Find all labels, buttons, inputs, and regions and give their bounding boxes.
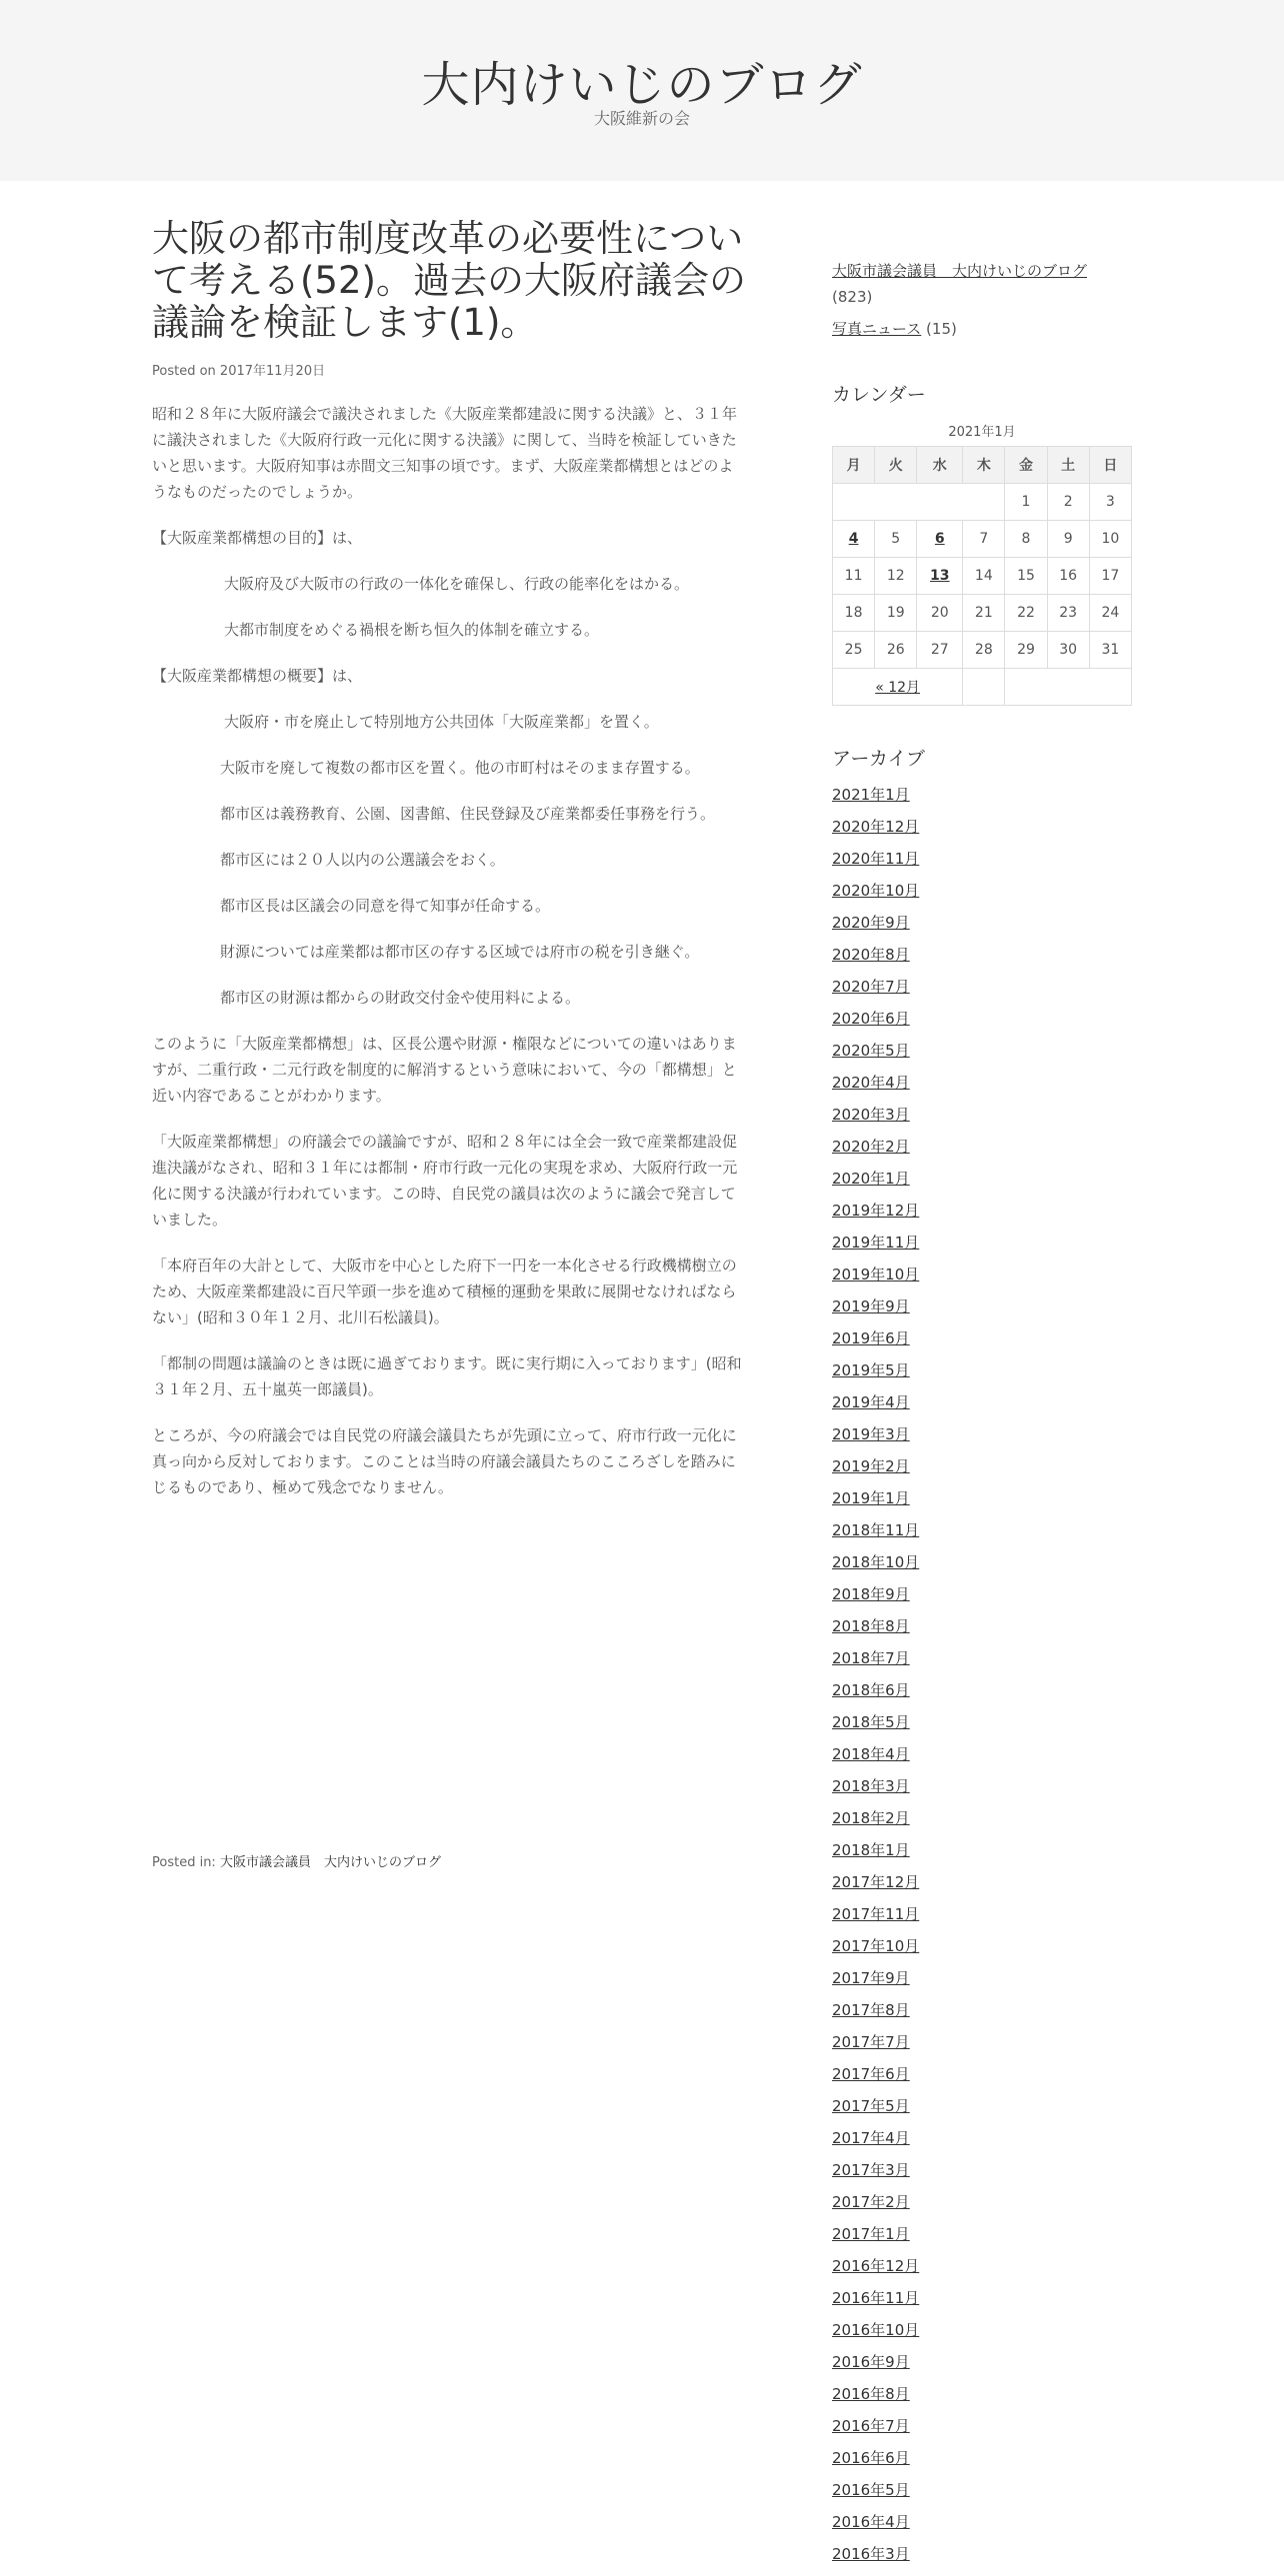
archive-item [832, 1648, 1132, 1680]
archive-link[interactable]: 2016年9月 [832, 2353, 910, 2371]
calendar-day: 27 [917, 632, 963, 669]
calendar-day: 14 [963, 558, 1005, 595]
posted-on-label: Posted on [152, 364, 216, 379]
sidebar [832, 258, 1132, 2576]
archive-link[interactable]: 2019年9月 [832, 1297, 910, 1315]
archive-link[interactable]: 2020年8月 [832, 946, 910, 964]
archive-item [832, 881, 1132, 913]
calendar-day: 5 [875, 521, 917, 558]
calendar-day: 9 [1047, 521, 1089, 558]
archive-link[interactable]: 2018年2月 [832, 1809, 910, 1827]
archive-link[interactable]: 2018年5月 [832, 1713, 910, 1731]
post-paragraph: 大都市制度をめぐる禍根を断ち恒久的体制を確立する。 [224, 621, 600, 639]
post-date: 2017年11月20日 [219, 364, 326, 379]
archive-item [832, 1009, 1132, 1041]
category-item [832, 316, 1132, 342]
archive-item [832, 2480, 1132, 2512]
calendar-day [917, 521, 963, 558]
post-paragraph: 都市区は義務教育、公園、図書館、住民登録及び産業都委任事務を行う。 [220, 805, 716, 823]
post-paragraph: 【大阪産業都構想の概要】は、 [152, 667, 363, 685]
archive-link[interactable]: 2020年3月 [832, 1106, 910, 1124]
archive-item [832, 1488, 1132, 1520]
archive-item [832, 2352, 1132, 2384]
site-title[interactable]: 大内けいじのブログ [421, 57, 863, 113]
category-link[interactable]: 大阪市議会議員 大内けいじのブログ [832, 262, 1088, 280]
post-paragraph: 都市区の財源は都からの財政交付金や使用料による。 [220, 989, 581, 1007]
archive-item [832, 913, 1132, 945]
archive-item [832, 2192, 1132, 2224]
archive-link[interactable]: 2020年2月 [832, 1138, 910, 1156]
archive-item [832, 2448, 1132, 2480]
archive-list [832, 785, 1132, 2576]
calendar-day: 17 [1089, 558, 1131, 595]
archive-item [832, 2288, 1132, 2320]
archive-link[interactable]: 2020年4月 [832, 1074, 910, 1092]
archive-item [832, 1105, 1132, 1137]
archive-item [832, 1233, 1132, 1265]
post-paragraph: このように「大阪産業都構想」は、区長公選や財源・権限などについての違いはありますが、二重行政・二元行政を制度的に解消するという意味において、今の「都構想」と近い内容であることがわかります。 [152, 1035, 737, 1105]
archive-link[interactable]: 2020年10月 [832, 882, 920, 900]
category-item [832, 258, 1132, 310]
archive-item [832, 2416, 1132, 2448]
archive-link[interactable]: 2016年4月 [832, 2513, 910, 2531]
archive-item [832, 1904, 1132, 1936]
archive-item [832, 2000, 1132, 2032]
archive-link[interactable]: 2019年12月 [832, 1202, 920, 1220]
archive-item [832, 1776, 1132, 1808]
calendar-day-link[interactable]: 6 [934, 531, 945, 547]
archive-link[interactable]: 2016年6月 [832, 2449, 910, 2467]
calendar-day: 10 [1089, 521, 1131, 558]
post-paragraph: 「本府百年の大計として、大阪市を中心とした府下一円を一本化させる行政機構樹立のため、大阪産業都建設に百尺竿頭一歩を進めて積極的運動を果敢に展開せなければならない」(昭和３０年１２月、北川石松議員)。 [152, 1257, 737, 1326]
calendar-weekday: 木 [963, 447, 1005, 484]
archive-link[interactable]: 2019年3月 [832, 1425, 910, 1443]
calendar-day: 16 [1047, 558, 1089, 595]
archive-item [832, 1872, 1132, 1904]
archive-item [832, 977, 1132, 1009]
archive-item [832, 1424, 1132, 1456]
calendar-day: 3 [1089, 484, 1131, 521]
archive-item [832, 1456, 1132, 1488]
archive-item [832, 2064, 1132, 2096]
site-header [0, 0, 1284, 181]
archive-item [832, 1680, 1132, 1712]
calendar-day-link[interactable]: 4 [848, 531, 859, 547]
post-paragraph: 都市区長は区議会の同意を得て知事が任命する。 [220, 897, 551, 915]
calendar-pad [833, 484, 1005, 521]
calendar-week [833, 484, 1132, 521]
calendar-day: 29 [1005, 632, 1047, 669]
calendar-day: 15 [1005, 558, 1047, 595]
archive-item [832, 2384, 1132, 2416]
calendar-day: 23 [1047, 595, 1089, 632]
archive-link[interactable]: 2020年11月 [832, 850, 920, 868]
calendar-weekday: 火 [875, 447, 917, 484]
archive-link[interactable]: 2018年6月 [832, 1681, 910, 1699]
archive-item [832, 1360, 1132, 1392]
archive-link[interactable]: 2018年8月 [832, 1617, 910, 1635]
post-paragraph: 【大阪産業都構想の目的】は、 [152, 529, 363, 547]
archive-link[interactable]: 2020年1月 [832, 1170, 910, 1188]
archive-link[interactable]: 2017年3月 [832, 2161, 910, 2179]
archive-item [832, 2320, 1132, 2352]
archive-link[interactable]: 2017年12月 [832, 1873, 920, 1891]
calendar-day: 20 [917, 595, 963, 632]
archive-item [832, 785, 1132, 817]
archive-item [832, 1041, 1132, 1073]
post-paragraph: 昭和２８年に大阪府議会で議決されました《大阪産業都建設に関する決議》と、３１年に議決されました《大阪府行政一元化に関する決議》に関して、当時を検証していきたいと思います。大阪府知事は赤間文三知事の頃です。まず、大阪産業都構想とはどのようなものだったのでしょうか。 [152, 405, 738, 501]
archive-item [832, 1392, 1132, 1424]
archive-item [832, 945, 1132, 977]
calendar-weekday: 金 [1005, 447, 1047, 484]
calendar-day: 18 [833, 595, 875, 632]
archive-item [832, 1296, 1132, 1328]
archive-item [832, 1584, 1132, 1616]
posted-in-label: Posted in: [152, 1855, 216, 1870]
post-category-link[interactable]: 大阪市議会議員 大内けいじのブログ [219, 1855, 441, 1870]
archive-item [832, 1936, 1132, 1968]
archive-link[interactable]: 2016年12月 [832, 2257, 920, 2275]
archive-item [832, 849, 1132, 881]
archive-link[interactable]: 2016年8月 [832, 2385, 910, 2403]
archive-link[interactable]: 2017年9月 [832, 1969, 910, 1987]
archive-link[interactable]: 2017年7月 [832, 2033, 910, 2051]
site-description: 大阪維新の会 [593, 109, 690, 128]
post-paragraph: 大阪府・市を廃止して特別地方公共団体「大阪産業都」を置く。 [224, 713, 659, 731]
archive-item [832, 2096, 1132, 2128]
archive-link[interactable]: 2017年4月 [832, 2129, 910, 2147]
calendar-day: 21 [963, 595, 1005, 632]
calendar-day: 19 [875, 595, 917, 632]
archive-link[interactable]: 2020年12月 [832, 818, 920, 836]
post-meta [152, 360, 746, 379]
archive-title: アーカイブ [832, 748, 925, 770]
calendar-weekday: 土 [1047, 447, 1089, 484]
archive-item [832, 2224, 1132, 2256]
archive-link[interactable]: 2017年5月 [832, 2097, 910, 2115]
archive-item [832, 1968, 1132, 2000]
calendar-day: 28 [963, 632, 1005, 669]
archive-item [832, 1520, 1132, 1552]
calendar-weekday: 水 [917, 447, 963, 484]
archive-item [832, 2512, 1132, 2544]
archive-link[interactable]: 2020年7月 [832, 978, 910, 996]
calendar-day-link[interactable]: 13 [930, 568, 950, 584]
archive-link[interactable]: 2017年8月 [832, 2001, 910, 2019]
archive-link[interactable]: 2016年10月 [832, 2321, 920, 2339]
calendar-day: 31 [1089, 632, 1131, 669]
archive-link[interactable]: 2016年5月 [832, 2481, 910, 2499]
archive-link[interactable]: 2018年11月 [832, 1521, 920, 1539]
calendar-title: カレンダー [832, 384, 926, 406]
category-link[interactable]: 写真ニュース [832, 320, 922, 338]
archive-link[interactable]: 2017年6月 [832, 2065, 910, 2083]
archive-item [832, 1137, 1132, 1169]
archive-link[interactable]: 2017年2月 [832, 2193, 910, 2211]
calendar-day: 7 [963, 521, 1005, 558]
post-paragraph: 大阪府及び大阪市の行政の一体化を確保し、行政の能率化をはかる。 [224, 575, 690, 593]
archive-link[interactable]: 2016年7月 [832, 2417, 910, 2435]
calendar-week [833, 558, 1132, 595]
calendar-weekday: 日 [1089, 447, 1131, 484]
calendar-day [833, 521, 875, 558]
archive-item [832, 2160, 1132, 2192]
archive-link[interactable]: 2021年1月 [832, 786, 910, 804]
archive-item [832, 2544, 1132, 2576]
archive-item [832, 1616, 1132, 1648]
archive-item [832, 2032, 1132, 2064]
calendar-day: 8 [1005, 521, 1047, 558]
calendar-table [832, 446, 1132, 706]
archive-item [832, 1840, 1132, 1872]
calendar-weekday: 月 [833, 447, 875, 484]
archive-item [832, 1712, 1132, 1744]
post-footer [152, 1851, 441, 1870]
archive-link[interactable]: 2020年5月 [832, 1042, 910, 1060]
calendar-day: 22 [1005, 595, 1047, 632]
calendar-day: 1 [1005, 484, 1047, 521]
archive-item [832, 2256, 1132, 2288]
calendar-day: 11 [833, 558, 875, 595]
archive-link[interactable]: 2019年4月 [832, 1393, 910, 1411]
calendar-day: 2 [1047, 484, 1089, 521]
post-paragraph: 「大阪産業都構想」の府議会での議論ですが、昭和２８年には全会一致で産業都建設促進決議がなされ、昭和３１年には都制・府市行政一元化の実現を求め、大阪府行政一元化に関する決議が行われています。この時、自民党の議員は次のように議会で発言していました。 [152, 1133, 738, 1229]
archive-item [832, 1073, 1132, 1105]
calendar-day: 12 [875, 558, 917, 595]
post-body [152, 401, 746, 1500]
category-count: (823) [832, 288, 873, 306]
calendar-week [833, 521, 1132, 558]
archive-link[interactable]: 2016年11月 [832, 2289, 920, 2307]
archive-link[interactable]: 2020年6月 [832, 1010, 910, 1028]
archive-link[interactable]: 2018年7月 [832, 1649, 910, 1667]
archive-link[interactable]: 2019年1月 [832, 1489, 910, 1507]
archive-item [832, 1552, 1132, 1584]
post-paragraph: 「都制の問題は議論のときは既に過ぎております。既に実行期に入っております」(昭和３１年２月、五十嵐英一郎議員)。 [152, 1354, 742, 1398]
archive-link[interactable]: 2019年10月 [832, 1266, 920, 1284]
calendar-week [833, 595, 1132, 632]
post-paragraph: 大阪市を廃して複数の都市区を置く。他の市町村はそのまま存置する。 [220, 759, 700, 777]
archive-item [832, 1169, 1132, 1201]
post-content [152, 218, 746, 1520]
archive-link[interactable]: 2019年6月 [832, 1329, 910, 1347]
category-count: (15) [926, 320, 957, 338]
archive-link[interactable]: 2017年1月 [832, 2225, 910, 2243]
archive-item [832, 817, 1132, 849]
archive-link[interactable]: 2019年5月 [832, 1361, 910, 1379]
archive-link[interactable]: 2016年3月 [832, 2545, 910, 2563]
post-paragraph: 都市区には２０人以内の公選議会をおく。 [220, 851, 505, 869]
archive-link[interactable]: 2018年10月 [832, 1553, 920, 1571]
archive-item [832, 1808, 1132, 1840]
archive-item [832, 1744, 1132, 1776]
calendar-caption: 2021年1月 [948, 425, 1016, 440]
calendar-day: 30 [1047, 632, 1089, 669]
post-title: 大阪の都市制度改革の必要性について考える(52)。過去の大阪府議会の議論を検証します(1)。 [152, 217, 746, 344]
archive-item [832, 2128, 1132, 2160]
post-paragraph: ところが、今の府議会では自民党の府議会議員たちが先頭に立って、府市行政一元化に真っ向から反対しております。このことは当時の府議会議員たちのこころざしを踏みにじるものであり、極めて残念でなりません。 [152, 1426, 737, 1496]
archive-item [832, 1201, 1132, 1233]
calendar-prev-link[interactable]: « 12月 [875, 680, 921, 696]
calendar-day [917, 558, 963, 595]
calendar-week [833, 632, 1132, 669]
post-paragraph: 財源については産業都は都市区の存する区域では府市の税を引き継ぐ。 [220, 943, 700, 961]
calendar-day: 25 [833, 632, 875, 669]
archive-item [832, 1328, 1132, 1360]
archive-link[interactable]: 2019年11月 [832, 1234, 920, 1252]
archive-link[interactable]: 2017年11月 [832, 1905, 920, 1923]
archive-link[interactable]: 2019年2月 [832, 1457, 910, 1475]
archive-link[interactable]: 2018年3月 [832, 1777, 910, 1795]
calendar-day: 26 [875, 632, 917, 669]
archive-link[interactable]: 2018年1月 [832, 1841, 910, 1859]
archive-link[interactable]: 2017年10月 [832, 1937, 920, 1955]
archive-link[interactable]: 2018年9月 [832, 1585, 910, 1603]
calendar-day: 24 [1089, 595, 1131, 632]
archive-item [832, 1265, 1132, 1296]
archive-link[interactable]: 2018年4月 [832, 1745, 910, 1763]
archive-link[interactable]: 2020年9月 [832, 914, 910, 932]
